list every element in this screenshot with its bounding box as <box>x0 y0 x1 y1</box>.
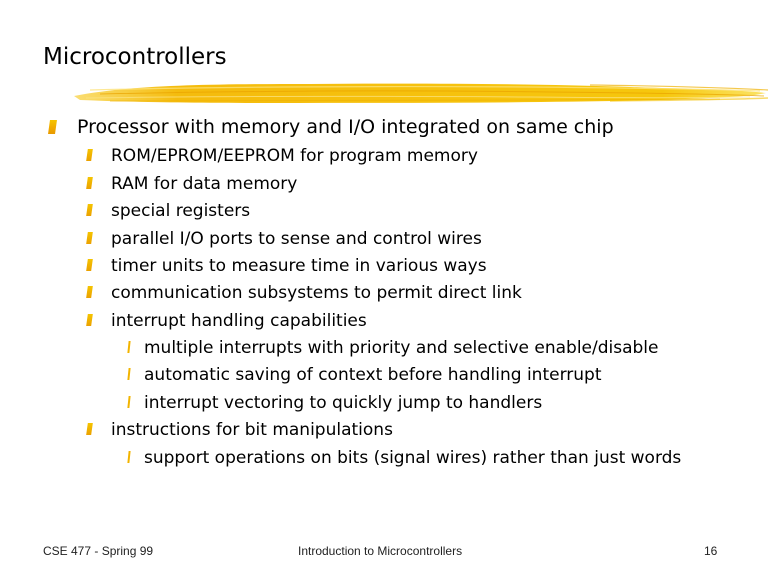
bullet-marker-level3 <box>127 451 130 463</box>
bullet-marker-level2 <box>86 314 93 326</box>
bullet-marker-level2 <box>86 259 93 271</box>
bullet-marker-level2 <box>86 204 93 216</box>
footer-page-number: 16 <box>704 544 718 558</box>
bullet-marker-level1 <box>48 120 57 134</box>
sub-bullet-text: instructions for bit manipulations <box>111 420 393 440</box>
detail-bullet-text: multiple interrupts with priority and selective enable/disable <box>144 338 659 358</box>
bullet-marker-level2 <box>86 177 93 189</box>
sub-bullet-text: ROM/EPROM/EEPROM for program memory <box>111 146 478 166</box>
slide-title: Microcontrollers <box>43 44 227 70</box>
bullet-marker-level3 <box>127 396 130 408</box>
main-bullet-text: Processor with memory and I/O integrated on same chip <box>77 116 614 138</box>
bullet-marker-level2 <box>86 286 93 298</box>
bullet-marker-level3 <box>127 341 130 353</box>
bullet-marker-level3 <box>127 368 130 380</box>
footer-topic: Introduction to Microcontrollers <box>298 544 463 558</box>
sub-bullet-text: RAM for data memory <box>111 174 298 194</box>
title-underline-brush-stroke <box>70 76 768 110</box>
bullet-marker-level2 <box>86 423 93 435</box>
bullet-marker-level2 <box>86 149 93 161</box>
footer-course: CSE 477 - Spring 99 <box>43 544 154 558</box>
detail-bullet-text: automatic saving of context before handling interrupt <box>144 365 602 385</box>
sub-bullet-text: interrupt handling capabilities <box>111 311 367 331</box>
bullet-marker-level2 <box>86 232 93 244</box>
detail-bullet-text: interrupt vectoring to quickly jump to handlers <box>144 393 543 413</box>
sub-bullet-text: special registers <box>111 201 251 221</box>
sub-bullet-text: communication subsystems to permit direct link <box>111 283 522 303</box>
sub-bullet-text: timer units to measure time in various ways <box>111 256 487 276</box>
detail-bullet-text: support operations on bits (signal wires) rather than just words <box>144 448 682 468</box>
sub-bullet-text: parallel I/O ports to sense and control wires <box>111 229 482 249</box>
